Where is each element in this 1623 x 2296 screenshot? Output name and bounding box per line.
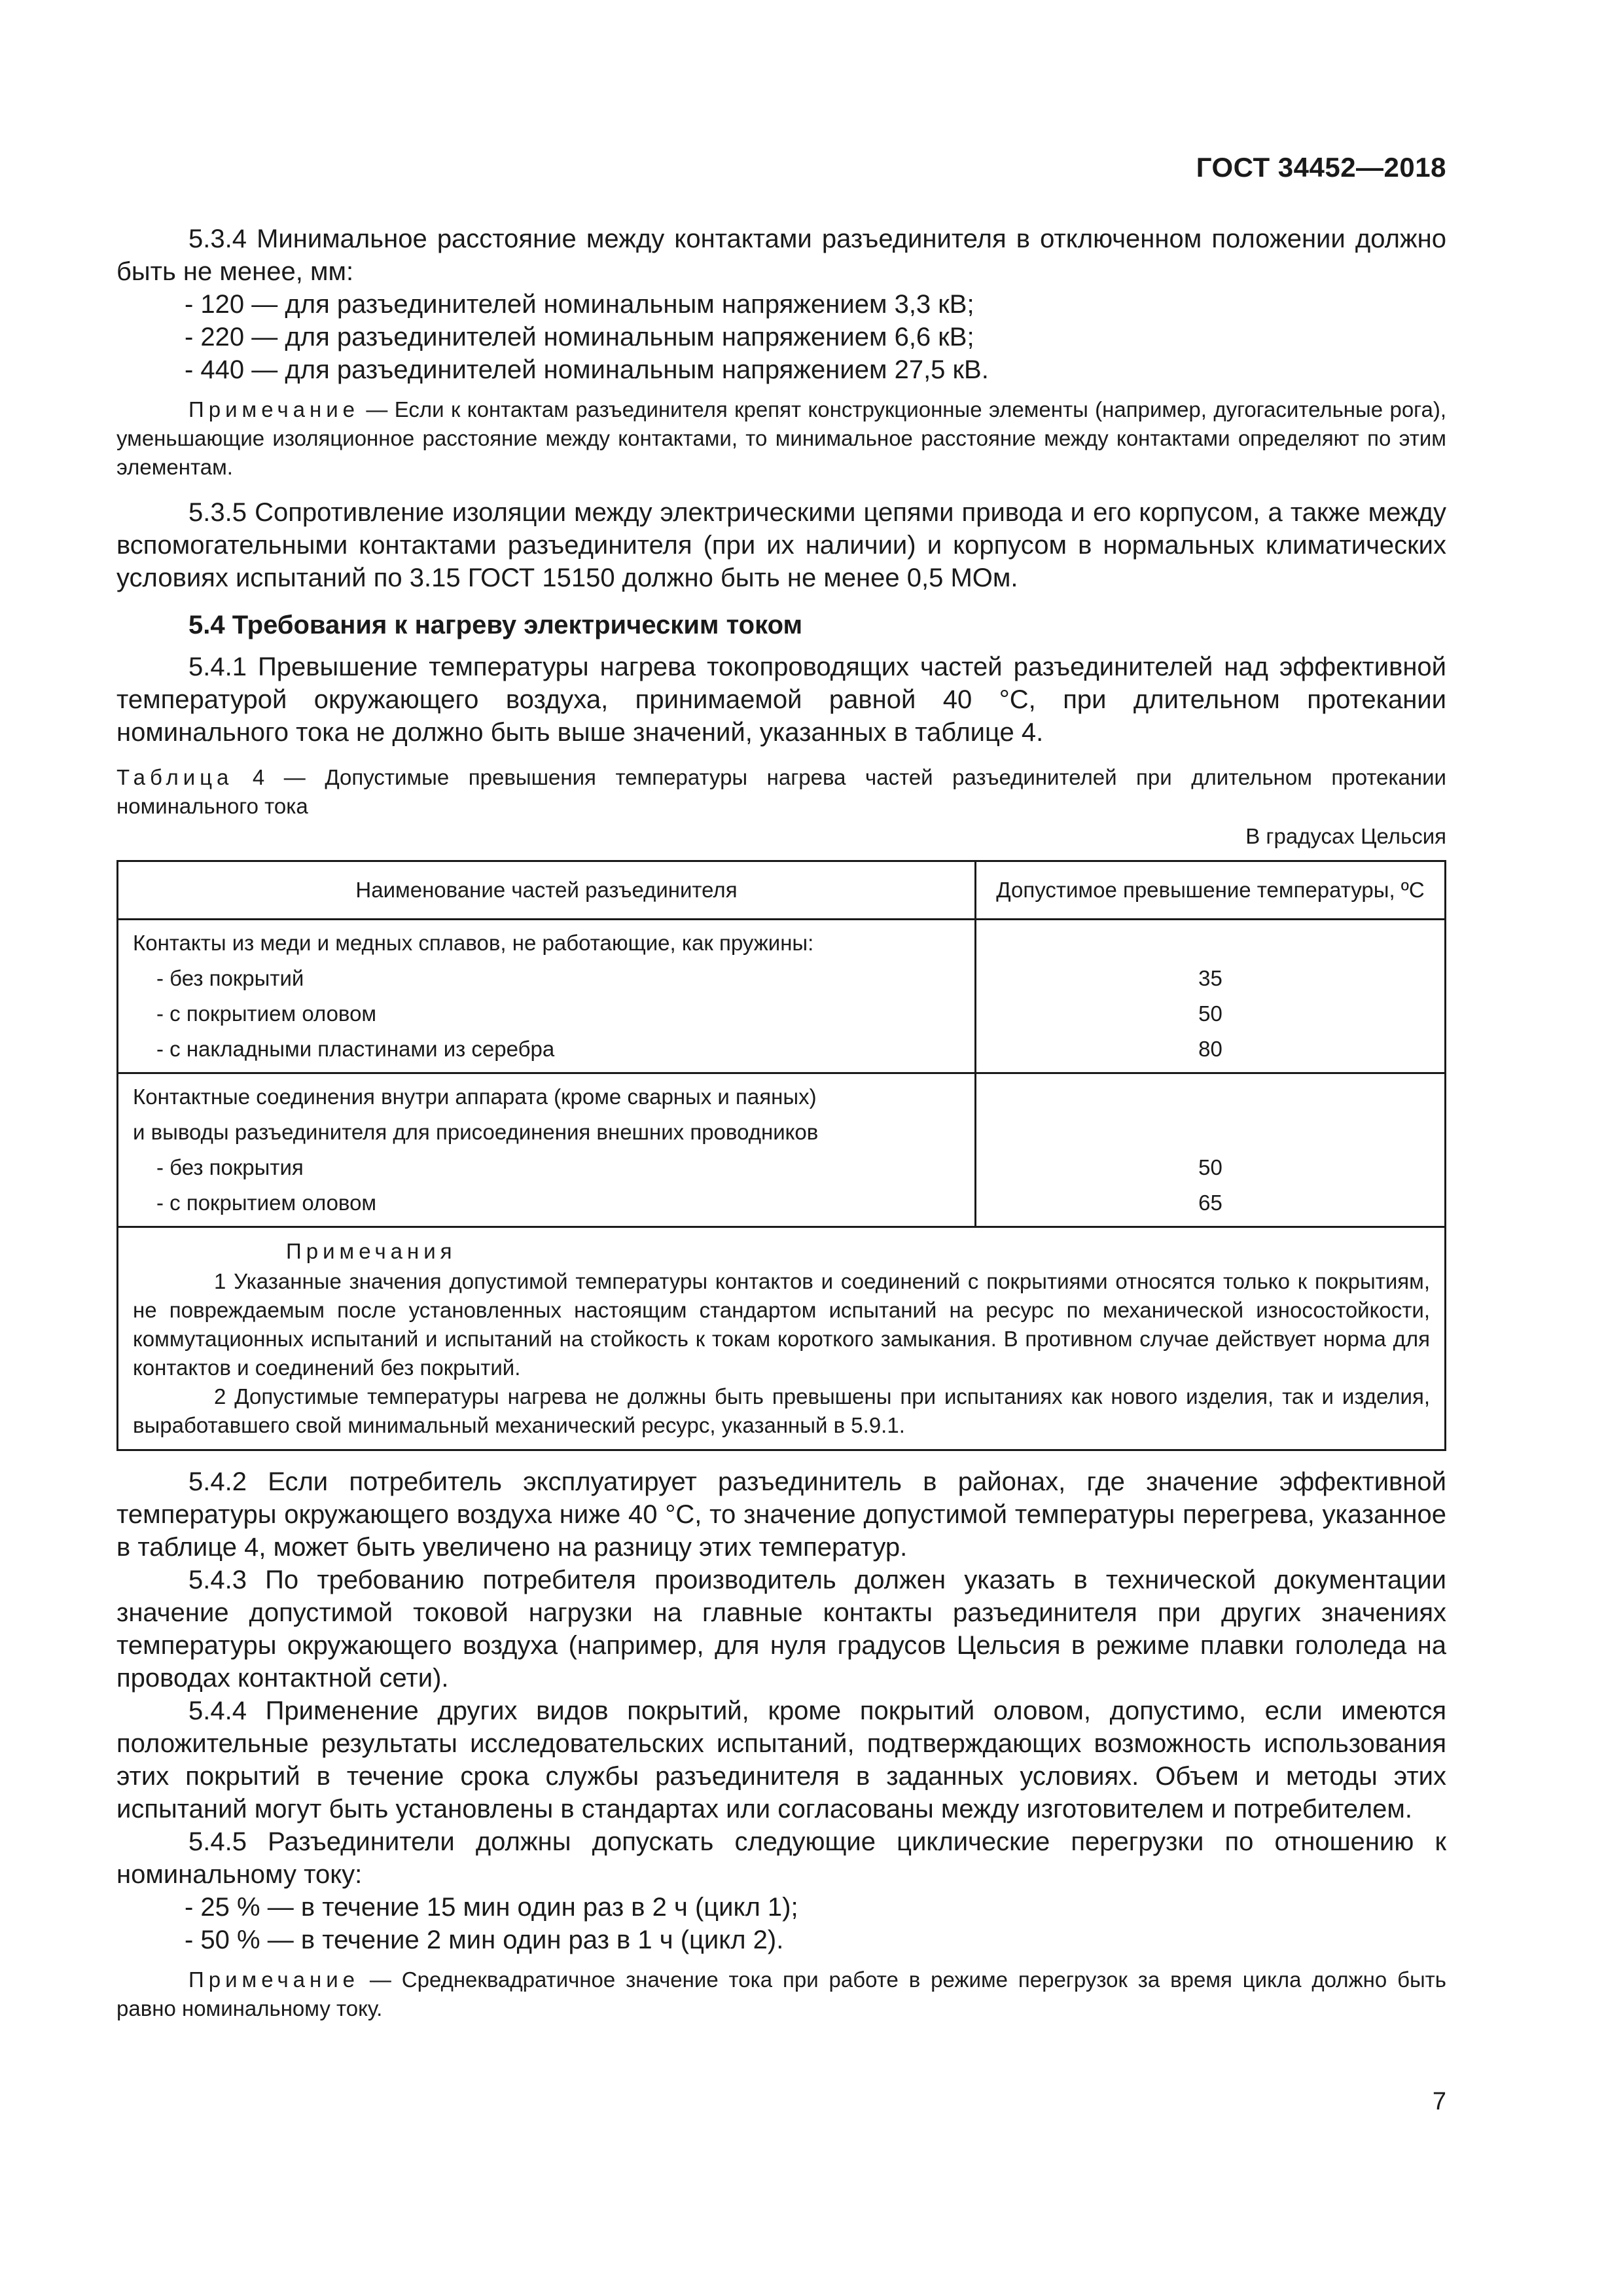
table-notes-cell bbox=[118, 1227, 1446, 1450]
table-notes-title: Примечания bbox=[286, 1239, 457, 1263]
table-4 bbox=[116, 860, 1446, 1451]
group2-row-value: 50 bbox=[1198, 1155, 1222, 1179]
table-row bbox=[118, 920, 1446, 1073]
clause-5-4-1: 5.4.1 Превышение температуры нагрева токопроводящих частей разъединителей над эффективной температурой окружающего воздуха, принимаемой равной 40 °С, при длительном протекании номинального тока не должно быть выше значений, указанных в таблице 4. bbox=[116, 653, 1446, 747]
group2-row-label: - с покрытием оловом bbox=[156, 1191, 377, 1215]
document-header: ГОСТ 34452—2018 bbox=[1196, 152, 1446, 183]
clause-5-4-4: 5.4.4 Применение других видов покрытий, кроме покрытий оловом, допустимо, если имеются положительные результаты исследовательских испытаний, подтверждающих возможность использования этих покрытий в течение срока службы разъединителя в заданных условиях. Объем и методы этих испытаний могут быть установлены в стандартах или согласованы между изготовителем и потребителем. bbox=[116, 1696, 1446, 1823]
table-units: В градусах Цельсия bbox=[1245, 824, 1446, 848]
clause-5-3-4: 5.3.4 Минимальное расстояние между контактами разъединителя в отключенном положении должно быть не менее, мм: bbox=[116, 224, 1446, 286]
group1-row-label: - с накладными пластинами из серебра bbox=[156, 1037, 555, 1061]
table-note-1: 1 Указанные значения допустимой температуры контактов и соединений с покрытиями относятся только к покрытиям, не повреждаемым после установленных настоящим стандартом испытаний на ресурс по механической износостойкости, коммутационных испытаний и испытаний на стойкость к токам короткого замыкания. В противном случае действует норма для контактов и соединений без покрытий. bbox=[133, 1269, 1430, 1380]
table-caption-label: Таблица bbox=[116, 765, 234, 789]
page-number: 7 bbox=[1432, 2088, 1446, 2115]
group2-title-line: Контактные соединения внутри аппарата (кроме сварных и паяных) bbox=[133, 1085, 817, 1109]
note-text: — Среднеквадратичное значение тока при работе в режиме перегрузок за время цикла должно быть равно номинальному току. bbox=[116, 1967, 1446, 2020]
document-body bbox=[116, 223, 1446, 2023]
clause-5-4-2: 5.4.2 Если потребитель эксплуатирует разъединитель в районах, где значение эффективной температуры окружающего воздуха ниже 40 °С, то значение допустимой температуры перегрева, указанное в таблице 4, может быть увеличено на разницу этих температур. bbox=[116, 1467, 1446, 1562]
section-heading-5-4: 5.4 Требования к нагреву электрическим током bbox=[188, 611, 803, 639]
group1-row-value: 35 bbox=[1198, 966, 1222, 990]
column-header-temperature: Допустимое превышение температуры, ºС bbox=[976, 861, 1446, 920]
clause-5-4-5: 5.4.5 Разъединители должны допускать следующие циклические перегрузки по отношению к номинальному току: bbox=[116, 1827, 1446, 1889]
group1-row-label: - с покрытием оловом bbox=[156, 1001, 377, 1026]
note-label: Примечание bbox=[188, 1967, 360, 1992]
table-note-2: 2 Допустимые температуры нагрева не должны быть превышены при испытаниях как нового изделия, так и изделия, выработавшего свой минимальный механический ресурс, указанный в 5.9.1. bbox=[133, 1384, 1430, 1437]
table-header-row bbox=[118, 861, 1446, 920]
note-text: — Если к контактам разъединителя крепят конструкционные элементы (например, дугогасительные рога), уменьшающие изоляционное расстояние между контактами, то минимальное расстояние между контактами определяют по этим элементам. bbox=[116, 397, 1446, 479]
list-item: - 120 — для разъединителей номинальным напряжением 3,3 кВ; bbox=[185, 290, 974, 319]
table-notes-row bbox=[118, 1227, 1446, 1450]
table-cell-group2 bbox=[118, 1073, 976, 1227]
table-cell-group2-values bbox=[976, 1073, 1446, 1227]
note-label: Примечание bbox=[188, 397, 360, 422]
group2-title-line: и выводы разъединителя для присоединения внешних проводников bbox=[133, 1120, 819, 1144]
group1-row-value: 50 bbox=[1198, 1001, 1222, 1026]
note-5-4-5 bbox=[116, 1965, 1446, 2023]
table-cell-group1 bbox=[118, 920, 976, 1073]
group2-row-value: 65 bbox=[1198, 1191, 1222, 1215]
list-item: - 25 % — в течение 15 мин один раз в 2 ч (цикл 1); bbox=[185, 1893, 798, 1922]
clause-5-4-3: 5.4.3 По требованию потребителя производитель должен указать в технической документации значение допустимой токовой нагрузки на главные контакты разъединителя при других значениях температуры окружающего воздуха (например, для нуля градусов Цельсия в режиме плавки гололеда на проводах контактной сети). bbox=[116, 1566, 1446, 1693]
table-row bbox=[118, 1073, 1446, 1227]
table-caption bbox=[116, 763, 1446, 821]
group1-row-label: - без покрытий bbox=[156, 966, 304, 990]
note-5-3-4 bbox=[116, 395, 1446, 482]
table-caption-text: 4 — Допустимые превышения температуры нагрева частей разъединителей при длительном протекании номинального тока bbox=[116, 765, 1446, 818]
table-cell-group1-values bbox=[976, 920, 1446, 1073]
group1-row-value: 80 bbox=[1198, 1037, 1222, 1061]
column-header-part-name: Наименование частей разъединителя bbox=[118, 861, 976, 920]
list-item: - 220 — для разъединителей номинальным напряжением 6,6 кВ; bbox=[185, 323, 974, 351]
list-item: - 50 % — в течение 2 мин один раз в 1 ч (цикл 2). bbox=[185, 1926, 784, 1954]
list-item: - 440 — для разъединителей номинальным напряжением 27,5 кВ. bbox=[185, 355, 989, 384]
group2-row-label: - без покрытия bbox=[156, 1155, 304, 1179]
clause-5-3-5: 5.3.5 Сопротивление изоляции между электрическими цепями привода и его корпусом, а также между вспомогательными контактами разъединителя (при их наличии) и корпусом в нормальных климатических условиях испытаний по 3.15 ГОСТ 15150 должно быть не менее 0,5 МОм. bbox=[116, 498, 1446, 592]
group1-title: Контакты из меди и медных сплавов, не работающие, как пружины: bbox=[133, 931, 814, 955]
